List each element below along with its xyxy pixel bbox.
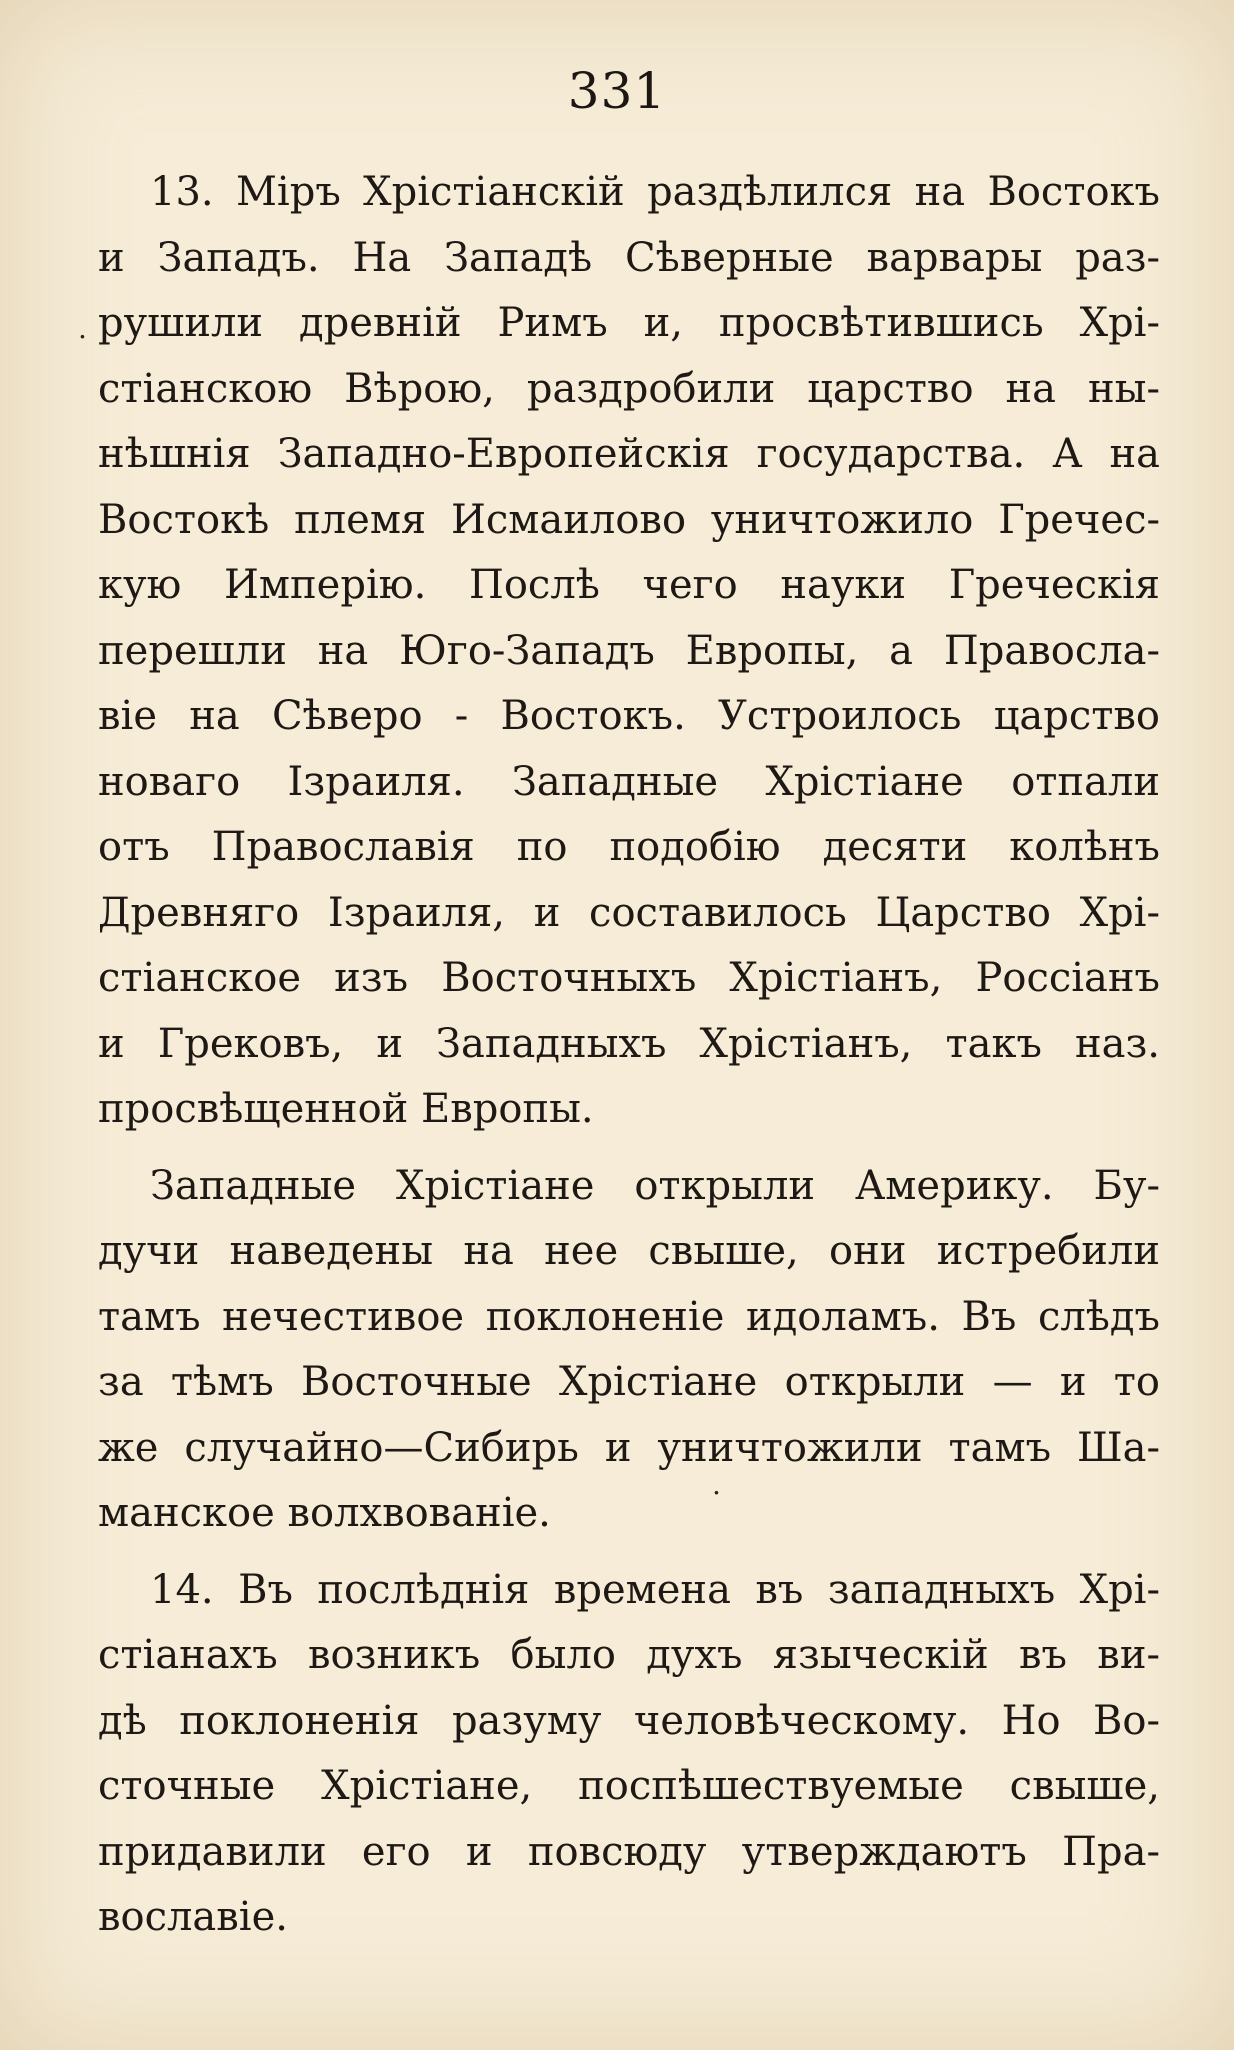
text-line: и Грековъ, и Западныхъ Хрістіанъ, такъ наз. — [98, 1020, 1160, 1067]
text-line: 14. Въ послѣднія времена въ западныхъ Хрі- — [150, 1566, 1160, 1613]
text-line: и Западъ. На Западѣ Сѣверные варвары раз- — [98, 234, 1160, 281]
text-line: тамъ нечестивое поклоненіе идоламъ. Въ слѣдъ — [98, 1293, 1160, 1340]
text-line: 13. Міръ Хрістіанскій раздѣлился на Востокъ — [150, 169, 1160, 215]
text-line: просвѣщенной Европы. — [98, 1086, 594, 1132]
paragraph-13 — [98, 160, 1160, 1143]
text-line: стіанахъ возникъ было духъ языческій въ ви- — [98, 1632, 1160, 1678]
text-line: стіанское изъ Восточныхъ Хрістіанъ, Россіанъ — [98, 955, 1160, 1001]
text-line: Западные Хрістіане открыли Америку. Бу- — [150, 1162, 1160, 1209]
text-line: сточные Хрістіане, поспѣшествуемые свыше, — [98, 1763, 1160, 1809]
text-line: Древняго Ізраиля, и составилось Царство Хрі- — [98, 889, 1160, 936]
text-line: кую Имперію. Послѣ чего науки Греческія — [98, 562, 1160, 608]
text-line: придавили его и повсюду утверждаютъ Пра- — [98, 1828, 1160, 1875]
page-number: 331 — [567, 62, 667, 120]
stray-ink-dot: . — [712, 1468, 721, 1501]
paragraph-14 — [98, 1558, 1160, 1951]
text-line: нѣшнія Западно-Европейскія государства. А на — [98, 431, 1160, 477]
text-line: отъ Православія по подобію десяти колѣнъ — [98, 824, 1160, 870]
text-line: перешли на Юго-Западъ Европы, а Правосла- — [98, 627, 1160, 674]
text-line: за тѣмъ Восточные Хрістіане открыли — и то — [98, 1359, 1160, 1405]
text-line: дѣ поклоненія разуму человѣческому. Но Во- — [98, 1697, 1160, 1744]
paragraph-gap — [98, 1547, 1160, 1558]
text-line: Востокѣ племя Исмаилово уничтожило Гречес- — [98, 496, 1160, 543]
text-line: рушили древній Римъ и, просвѣтившись Хрі- — [98, 300, 1160, 346]
paragraph-america-siberia — [98, 1154, 1160, 1547]
text-line: стіанскою Вѣрою, раздробили царство на ны- — [98, 365, 1160, 412]
page-body — [98, 160, 1160, 1951]
text-line: вославіе. — [98, 1894, 288, 1940]
text-line: віе на Сѣверо - Востокъ. Устроилось царство — [98, 693, 1160, 739]
stray-ink-dot: . — [78, 312, 87, 345]
text-line: же случайно—Сибирь и уничтожили тамъ Ша- — [98, 1424, 1160, 1471]
text-line: манское волхвованіе. — [98, 1490, 551, 1536]
paragraph-gap — [98, 1143, 1160, 1154]
text-line: новаго Ізраиля. Западные Хрістіане отпали — [98, 758, 1160, 805]
text-line: дучи наведены на нее свыше, они истребили — [98, 1228, 1160, 1274]
